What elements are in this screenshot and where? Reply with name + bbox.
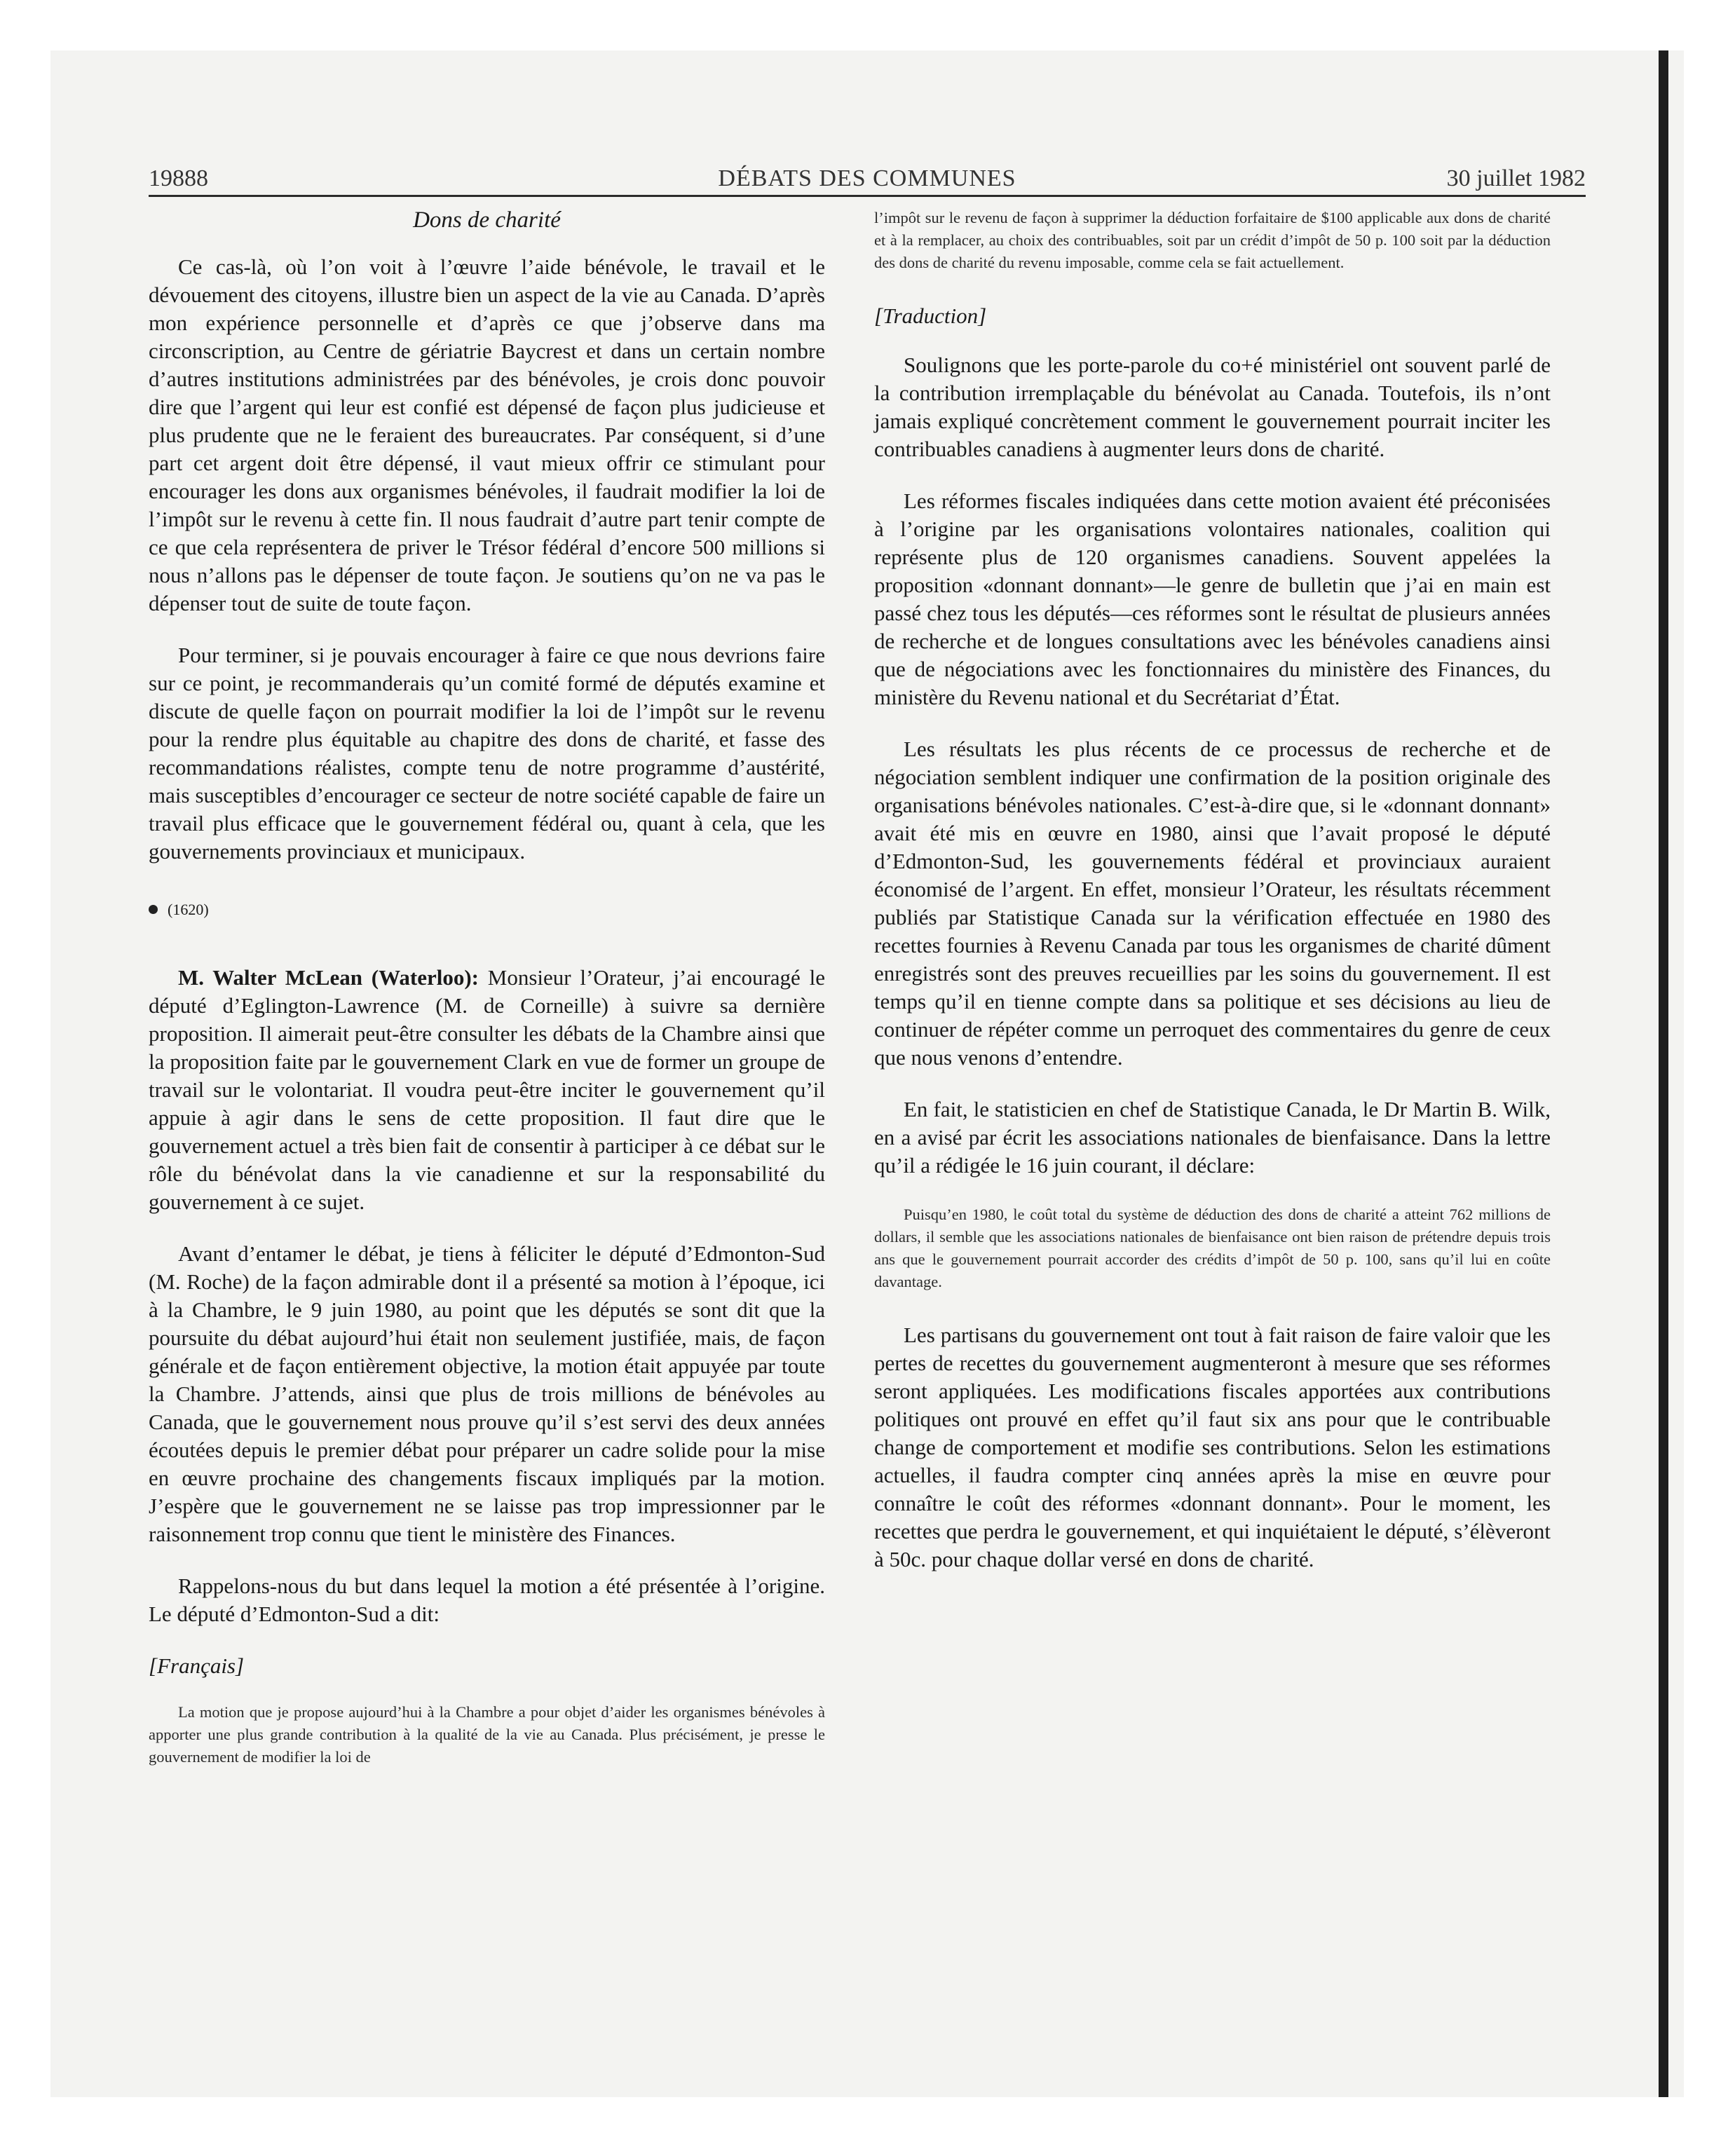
publication-title: DÉBATS DES COMMUNES: [718, 165, 1016, 191]
paragraph: Les résultats les plus récents de ce processus de recherche et de négociation semblent indiquer une confirmation de la position originale des organisations bénévoles nationales. C’est-à-dire que, si le «donnant donnant» avait été mis en œuvre en 1980, ainsi que l’avait proposé le député d’Edmonton-Sud, les gouvernements fédéral et provinciaux auraient économisé de l’argent. En effet, monsieur l’Orateur, les résultats récemment publiés par Statistique Canada sur la vérification effectuée en 1980 des recettes fournies à Revenu Canada par tous les organismes de charité dûment enregistrés sont des preuves recueillies par les soins du gouvernement. Il est temps qu’il en tienne compte dans sa politique et ses décisions au lieu de continuer de répéter comme un perroquet des commentaires du genre de ceux que nous venons d’entendre.: [874, 737, 1551, 1070]
document-page: [149, 160, 1586, 1766]
language-marker: [Traduction]: [874, 303, 987, 328]
speech-text: Monsieur l’Orateur, j’ai encouragé le député d’Eglington-Lawrence (M. de Corneille) à suivre sa dernière proposition. Il aimerait peut-être consulter les débats de la Chambre ainsi que la proposition faite par le gouvernement Clark en vue de former un groupe de travail sur le volontariat. Il voudra peut-être inciter le gouvernement qu’il appuie à agir dans le sens de cette proposition. Il faut dire que le gouvernement actuel a très bien fait de consentir à participer à ce débat sur le rôle du bénévolat dans la vie canadienne et sur la responsabilité du gouvernement à ce sujet.: [149, 964, 825, 1214]
running-header: [149, 160, 1586, 197]
paragraph: Ce cas-là, où l’on voit à l’œuvre l’aide bénévole, le travail et le dévouement des citoyens, illustre bien un aspect de la vie au Canada. D’après mon expérience personnelle et d’après ce que j’observe dans ma circonscription, au Centre de gériatrie Baycrest et dans un certain nombre d’autres institutions administrées par des bénévoles, je crois donc pouvoir dire que l’argent qui leur est confié est dépensé de façon plus judicieuse et plus prudente que ne le feraient des bureaucrates. Par conséquent, si d’une part cet argent doit être dépensé, il vaut mieux offrir ce stimulant pour encourager les dons aux organismes bénévoles, il faudrait modifier la loi de l’impôt sur le revenu à cette fin. Il nous faudrait d’autre part tenir compte de ce que cela représentera de priver le Trésor fédéral d’encore 500 millions si nous n’allons pas le dépenser de toute façon. Je soutiens qu’on ne va pas le dépenser tout de suite de toute façon.: [149, 254, 825, 615]
timestamp-label: (1620): [168, 900, 209, 918]
paragraph: Rappelons-nous du but dans lequel la motion a été présentée à l’origine. Le député d’Edmonton-Sud a dit:: [149, 1573, 825, 1626]
paragraph: Les réformes fiscales indiquées dans cette motion avaient été préconisées à l’origine par les organisations volontaires nationales, coalition qui représente plus de 120 organismes canadiens. Souvent appelées la proposition «donnant donnant»—le genre de bulletin que j’ai en main est passé chez tous les députés—ces réformes sont le résultat de plusieurs années de recherche et de longues consultations avec les bénévoles canadiens ainsi que de négociations avec les fonctionnaires du ministère des Finances, du ministère du Revenu national et du Secrétariat d’État.: [874, 489, 1551, 709]
right-column: [874, 207, 1551, 1597]
paragraph: En fait, le statisticien en chef de Statistique Canada, le Dr Martin B. Wilk, en a avisé par écrit les associations nationales de bienfaisance. Dans la lettre qu’il a rédigée le 16 juin courant, il déclare:: [874, 1097, 1551, 1178]
paragraph: Pour terminer, si je pouvais encourager à faire ce que nous devrions faire sur ce point, je recommanderais qu’un comité formé de députés examine et discute de quelle façon on pourrait modifier la loi de l’impôt sur le revenu pour la rendre plus équitable au chapitre des dons de charité, et fasse des recommandations réalistes, compte tenu de notre programme d’austérité, mais susceptibles d’encourager ce secteur de notre société capable de faire un travail plus efficace que le gouvernement fédéral ou, quant à cela, que les gouvernements provinciaux et municipaux.: [149, 642, 825, 864]
block-quote: La motion que je propose aujourd’hui à la Chambre a pour objet d’aider les organismes bénévoles à apporter une plus grande contribution à la qualité de la vie au Canada. Plus précisément, je presse le gouvernement de modifier la loi de: [149, 1703, 825, 1766]
bullet-icon: [149, 905, 158, 914]
speech-paragraph: [149, 964, 825, 1216]
speaker-name: M. Walter McLean (Waterloo):: [178, 964, 479, 990]
paragraph: Avant d’entamer le débat, je tiens à féliciter le député d’Edmonton-Sud (M. Roche) de la façon admirable dont il a présenté sa motion à l’époque, ici à la Chambre, le 9 juin 1980, au point que les députés se sont dit que la poursuite du débat aujourd’hui était non seulement justifiée, mais, de façon générale et de façon entièrement objective, la motion était appuyée par toute la Chambre. J’attends, ainsi que plus de trois millions de bénévoles au Canada, que le gouvernement nous prouve qu’il s’est servi des deux années écoutées depuis le premier débat pour préparer un cadre solide pour la mise en œuvre prochaine des changements fiscaux impliqués par la motion. J’espère que le gouvernement ne se laisse pas trop impressionner par le raisonnement trop connu que tient le ministère des Finances.: [149, 1241, 825, 1546]
language-marker: [Français]: [149, 1653, 245, 1678]
block-quote: Puisqu’en 1980, le coût total du système de déduction des dons de charité a atteint 762 millions de dollars, il semble que les associations nationales de bienfaisance ont bien raison de prétendre depuis trois ans que le gouvernement pourrait accorder des crédits d’impôt de 50 p. 100, sans qu’il lui en coûte davantage.: [874, 1206, 1551, 1290]
paragraph: Les partisans du gouvernement ont tout à fait raison de faire valoir que les pertes de recettes du gouvernement augmenteront à mesure que ses réformes seront appliquées. Les modifications fiscales apportées aux contributions politiques ont prouvé en effet qu’il faut six ans pour que le contribuable change de comportement et modifie ses contributions. Selon les estimations actuelles, il faudra compter cinq années après la mise en œuvre pour connaître le coût des réformes «donnant donnant». Pour le moment, les recettes que perdra le gouvernement, et qui inquiétaient le député, s’élèveront à 50c. pour chaque dollar versé en dons de charité.: [874, 1323, 1551, 1571]
issue-date: 30 juillet 1982: [1446, 165, 1586, 191]
timestamp: [149, 901, 825, 919]
scan-edge-bar: [1659, 50, 1668, 2097]
paragraph: Soulignons que les porte-parole du co+é ministériel ont souvent parlé de la contribution irremplaçable du bénévolat au Canada. Toutefois, ils n’ont jamais expliqué concrètement comment le gouvernement pourrait inciter les contribuables canadiens à augmenter leurs dons de charité.: [874, 353, 1551, 461]
block-quote-continued: l’impôt sur le revenu de façon à supprimer la déduction forfaitaire de $100 applicable aux dons de charité et à la remplacer, au choix des contribuables, soit par un crédit d’impôt de 50 p. 100 soit par la déduction des dons de charité du revenu imposable, comme cela se fait actuellement.: [874, 209, 1551, 271]
page-number: 19888: [149, 165, 208, 191]
section-title: Dons de charité: [413, 207, 561, 233]
left-column: [149, 207, 825, 1796]
